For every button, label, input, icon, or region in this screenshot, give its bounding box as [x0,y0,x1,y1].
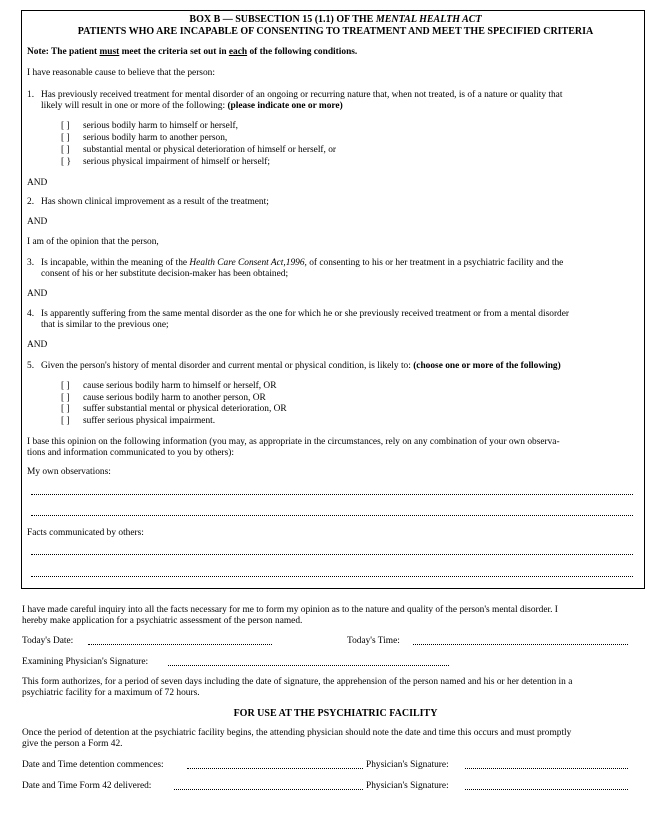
checkbox[interactable]: [ ] [61,381,70,391]
and-separator: AND [27,178,48,188]
authorization-text-line1: This form authorizes, for a period of seven days including the date of signature, the apprehension of the person named and his or her detention in a [22,677,573,687]
item4-text-line1: Is apparently suffering from the same mental disorder as the one for which he or she previously received treatment or from a mental disorder [41,309,570,319]
examining-signature-label: Examining Physician's Signature: [22,657,149,667]
form42-delivered-label: Date and Time Form 42 delivered: [22,781,152,791]
item3-number: 3. [27,258,35,268]
checkbox[interactable]: [ ] [61,145,70,155]
checkbox[interactable]: [ ] [61,416,70,426]
facts-others-line-1[interactable] [31,553,633,555]
authorization-text-line2: psychiatric facility for a maximum of 72 hours. [22,688,200,698]
inquiry-text-line2: hereby make application for a psychiatric assessment of the person named. [22,616,303,626]
criteria-note: Note: The patient must meet the criteria set out in each of the following conditions. [27,47,358,57]
item1-option-2[interactable]: [ ] serious bodily harm to another person, [61,133,228,143]
basis-text-line2: tions and information communicated to you by others): [27,448,234,458]
facility-text-line1: Once the period of detention at the psychiatric facility begins, the attending physician should note the date and time this occurs and must promptly [22,728,572,738]
own-observations-line-1[interactable] [31,493,633,495]
physician-signature-field-2[interactable] [465,788,628,790]
todays-time-label: Today's Time: [347,636,400,646]
item4-number: 4. [27,309,35,319]
facts-others-label: Facts communicated by others: [27,528,144,538]
physician-signature-label-1: Physician's Signature: [366,760,449,770]
checkbox[interactable]: [ } [61,157,71,167]
and-separator: AND [27,340,48,350]
form42-delivered-field[interactable] [174,788,363,790]
facility-heading: FOR USE AT THE PSYCHIATRIC FACILITY [233,708,438,719]
item1-option-3[interactable]: [ ] substantial mental or physical deterioration of himself or herself, or [61,145,337,155]
and-separator: AND [27,289,48,299]
item5-number: 5. [27,361,35,371]
todays-time-field[interactable] [413,643,628,645]
facts-others-line-2[interactable] [31,575,633,577]
intro-text: I have reasonable cause to believe that the person: [27,68,215,78]
item5-option-2[interactable]: [ ] cause serious bodily harm to another person, OR [61,393,266,403]
own-observations-label: My own observations: [27,467,111,477]
item1-option-4[interactable]: [ } serious physical impairment of himself or herself; [61,157,270,167]
checkbox[interactable]: [ ] [61,121,70,131]
item1-text-line1: Has previously received treatment for mental disorder of an ongoing or recurring nature that, when not treated, is of a nature or quality that [41,90,563,100]
item5-text-line1: Given the person's history of mental disorder and current mental or physical condition, is likely to: (choose one or more of the following) [41,361,561,371]
item5-option-1[interactable]: [ ] cause serious bodily harm to himself or herself, OR [61,381,277,391]
item2-number: 2. [27,197,35,207]
item1-text-line2: likely will result in one or more of the following: (please indicate one or more) [41,101,343,111]
facility-text-line2: give the person a Form 42. [22,739,123,749]
physician-signature-label-2: Physician's Signature: [366,781,449,791]
own-observations-line-2[interactable] [31,514,633,516]
detention-commences-label: Date and Time detention commences: [22,760,164,770]
checkbox[interactable]: [ ] [61,393,70,403]
item5-option-3[interactable]: [ ] suffer substantial mental or physical deterioration, OR [61,404,287,414]
basis-text-line1: I base this opinion on the following information (you may, as appropriate in the circumstances, rely on any combination of your own observa- [27,437,560,447]
item1-option-1[interactable]: [ ] serious bodily harm to himself or herself, [61,121,238,131]
item4-text-line2: that is similar to the previous one; [41,320,169,330]
item3-text-line2: consent of his or her substitute decision-maker has been obtained; [41,269,289,279]
checkbox[interactable]: [ ] [61,133,70,143]
and-separator: AND [27,217,48,227]
todays-date-field[interactable] [88,643,272,645]
item3-text-line1: Is incapable, within the meaning of the Health Care Consent Act,1996, of consenting to his or her treatment in a psychiatric facility and the [41,258,564,268]
todays-date-label: Today's Date: [22,636,74,646]
inquiry-text-line1: I have made careful inquiry into all the facts necessary for me to form my opinion as to the nature and quality of the person's mental disorder. I [22,605,558,615]
item2-text: Has shown clinical improvement as a result of the treatment; [41,197,269,207]
form-title: BOX B — SUBSECTION 15 (1.1) OF THE MENTAL HEALTH ACT [189,14,482,25]
form-subtitle: PATIENTS WHO ARE INCAPABLE OF CONSENTING TO TREATMENT AND MEET THE SPECIFIED CRITERIA [77,26,594,37]
opinion-text: I am of the opinion that the person, [27,237,159,247]
item1-number: 1. [27,90,35,100]
examining-signature-field[interactable] [168,664,449,666]
detention-commences-field[interactable] [187,767,363,769]
checkbox[interactable]: [ ] [61,404,70,414]
physician-signature-field-1[interactable] [465,767,628,769]
item5-option-4[interactable]: [ ] suffer serious physical impairment. [61,416,216,426]
